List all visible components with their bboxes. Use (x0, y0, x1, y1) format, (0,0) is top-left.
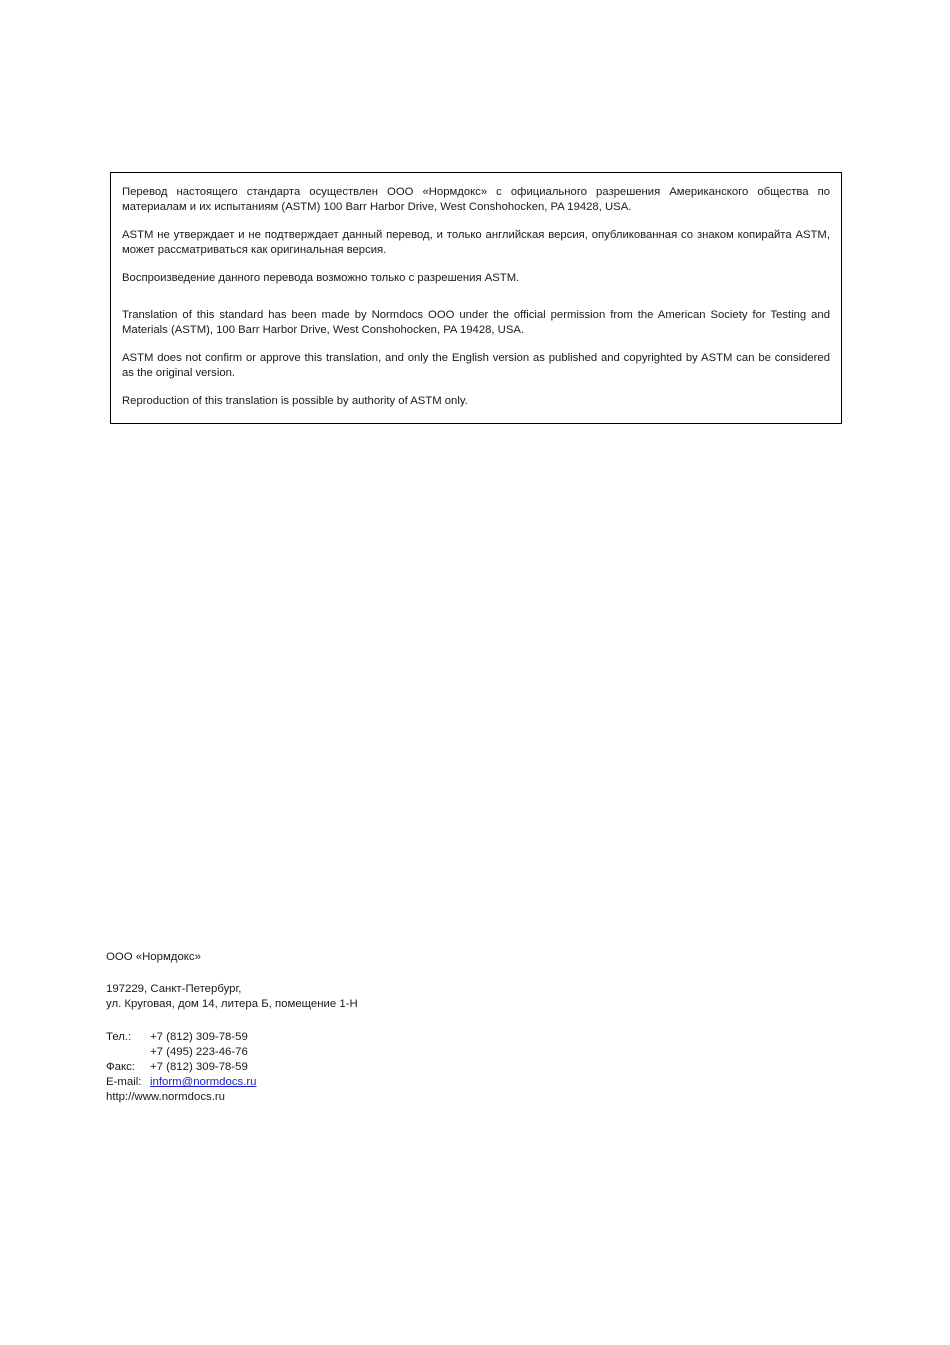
notice-paragraph-en-3: Reproduction of this translation is possible by authority of ASTM only. (122, 395, 468, 408)
notice-paragraph-ru-3: Воспроизведение данного перевода возможно только с разрешения ASTM. (122, 272, 520, 285)
phone-number-1: +7 (812) 309-78-59 (150, 1031, 248, 1044)
contact-details (106, 1030, 526, 1105)
translation-notice-box (110, 172, 842, 424)
contact-block (106, 950, 526, 1105)
notice-paragraph-en-2: ASTM does not confirm or approve this translation, and only the English version as published and copyrighted by ASTM can be considered as the original version. (122, 352, 830, 380)
notice-paragraph-en-1: Translation of this standard has been made by Normdocs OOO under the official permission from the American Society for Testing and Materials (ASTM), 100 Barr Harbor Drive, West Conshohocken, PA 19428, USA. (122, 309, 830, 337)
fax-row (106, 1060, 526, 1075)
email-link[interactable]: inform@normdocs.ru (150, 1076, 257, 1089)
address-line-2: ул. Круговая, дом 14, литера Б, помещение 1-Н (106, 998, 358, 1011)
address-line-1: 197229, Санкт-Петербург, (106, 983, 242, 996)
fax-label: Факс: (106, 1061, 135, 1074)
company-name: ООО «Нормдокс» (106, 951, 201, 963)
phone-label: Тел.: (106, 1031, 132, 1044)
company-address (106, 982, 526, 1012)
phone-row-secondary (106, 1045, 526, 1060)
email-row (106, 1075, 526, 1090)
notice-paragraph-ru-1: Перевод настоящего стандарта осуществлен ООО «Нормдокс» с официального разрешения Американского общества по материалам и их испытаниям (ASTM) 100 Barr Harbor Drive, West Conshohocken, PA 19428, USA. (122, 186, 830, 214)
phone-label-empty (106, 1045, 150, 1060)
fax-number: +7 (812) 309-78-59 (150, 1061, 248, 1074)
phone-number-2: +7 (495) 223-46-76 (150, 1046, 248, 1059)
phone-row-primary (106, 1030, 526, 1045)
notice-paragraph-ru-2: ASTM не утверждает и не подтверждает данный перевод, и только английская версия, опубликованная со знаком копирайта ASTM, может рассматриваться как оригинальная версия. (122, 229, 830, 257)
email-label: E-mail: (106, 1076, 142, 1089)
website-row[interactable]: http://www.normdocs.ru (106, 1091, 226, 1104)
